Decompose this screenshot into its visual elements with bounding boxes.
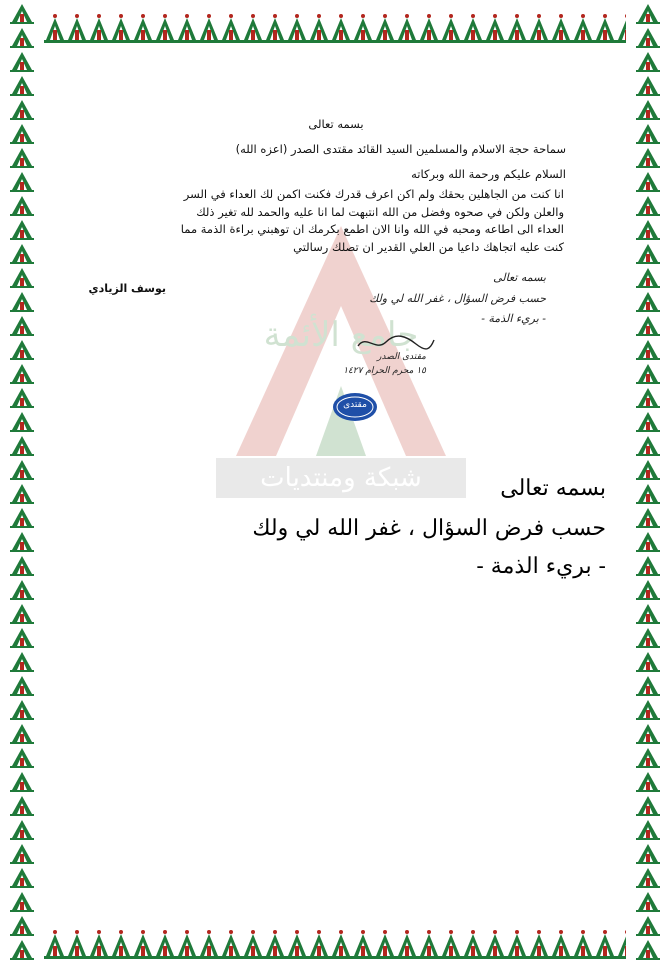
- letter-body: [94, 186, 564, 256]
- handwritten-reply-line1: بسمه تعالى: [493, 271, 546, 284]
- letter-greeting: السلام عليكم ورحمة الله وبركاته: [411, 167, 566, 181]
- letter-body-line: كنت عليه اتجاهك داعيا من العلي القدير ان تصلك رسالتي: [293, 239, 564, 254]
- letter-body-line: والعلن ولكن في صحوه وفضل من الله انتبهت لما انا عليه والحمد لله تغير ذلك: [196, 204, 564, 219]
- handwritten-signature-scribble: [356, 332, 436, 354]
- letter-addressee: سماحة حجة الاسلام والمسلمين السيد القائد مقتدى الصدر (اعزه الله): [235, 142, 566, 156]
- decorative-border-right: [626, 0, 670, 960]
- handwritten-reply-line2: حسب فرض السؤال ، غفر الله لي ولك: [369, 292, 546, 305]
- letter-body-line: العداء الى اطاعه ومحبه في الله وانا الان اطمع بكرمك ان توهبني براءة الذمة مما: [180, 222, 564, 236]
- decorative-border-top: [0, 0, 670, 44]
- reply-answer: حسب فرض السؤال ، غفر الله لي ولك: [252, 516, 606, 541]
- decorative-border-bottom: [0, 918, 670, 960]
- decorative-border-left: [0, 0, 44, 960]
- letter-body-line: انا كنت من الجاهلين بحقك ولم اكن اعرف قدرك فكنت اكمن لك العداء في السر: [183, 187, 564, 201]
- letter-sheet: [46, 46, 624, 916]
- handwritten-reply-line3: - بريء الذمة -: [481, 312, 546, 325]
- letter-basmala: بسمه تعالى: [308, 117, 364, 131]
- reply-basmala: بسمه تعالى: [500, 476, 606, 501]
- letter-sender: يوسف الزيادي: [88, 282, 166, 295]
- handwritten-signature: مقتدى الصدر: [377, 352, 426, 362]
- seal-stamp-text: مقتدى: [343, 400, 367, 410]
- handwritten-date: ١٥ محرم الحرام ١٤٢٧: [343, 366, 426, 376]
- watermark-caption: شبكة ومنتديات: [260, 463, 422, 493]
- watermark-logo-text: جامع الأئمة: [263, 315, 419, 355]
- reply-verdict: - بريء الذمة -: [476, 554, 606, 579]
